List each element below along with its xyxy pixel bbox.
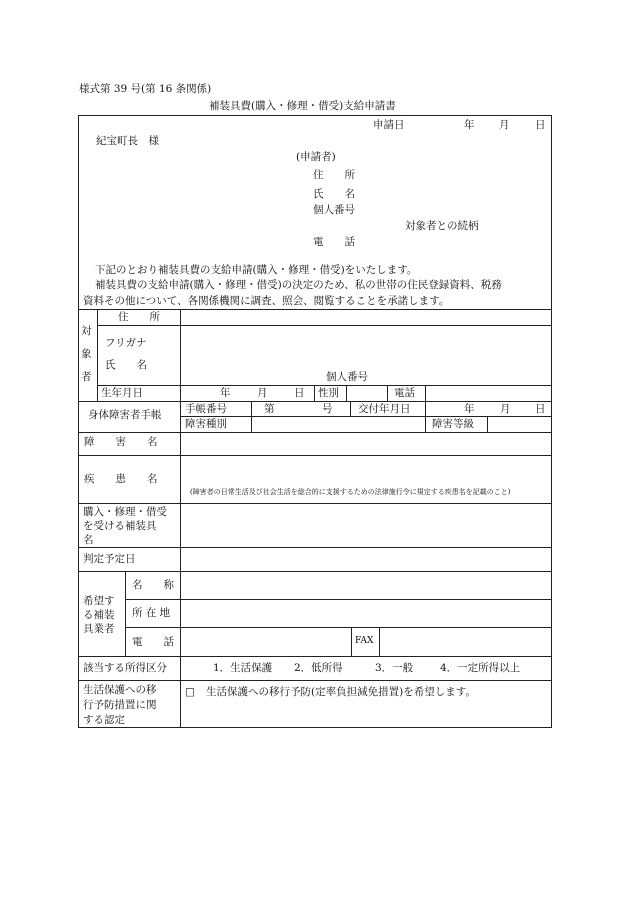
form-number: 様式第 39 号(第 16 条関係) [79, 83, 212, 95]
form-title: 補装具費(購入・修理・借受)支給申請書 [209, 100, 396, 112]
vendor-fax-label: FAX [355, 636, 374, 646]
subject-furigana-label: フリガナ [105, 337, 147, 349]
disease-note: (障害者の日常生活及び社会生活を総合的に支援するための法律施行令に規定する疾患名を記載のこと) [190, 488, 511, 496]
income-label: 該当する所得区分 [83, 662, 167, 674]
disease-name-label: 疾 患 名 [84, 473, 158, 485]
handbook-number-suffix: 号 [322, 403, 333, 415]
relationship-label: 対象者との続柄 [405, 220, 479, 232]
application-date-label: 申請日 [373, 119, 405, 131]
subject-name-label: 氏 名 [105, 359, 147, 371]
line-handbook-number [251, 401, 252, 432]
line-subject-top [78, 309, 552, 310]
subject-side-1: 対 [81, 325, 92, 337]
disability-grade-label: 障害等級 [432, 418, 474, 430]
line-fax-right [379, 627, 380, 656]
line-device [78, 547, 552, 548]
vendor-location-label: 所 在 地 [132, 607, 171, 619]
statement-line-3: 資料その他について、各関係機関に調査、照会、閲覧することを承諾します。 [83, 295, 450, 307]
birthdate-label: 生年月日 [101, 387, 143, 399]
line-judgement [78, 571, 552, 572]
line-sex-left [314, 385, 315, 401]
handbook-number-label: 手帳番号 [185, 403, 227, 415]
line-income [78, 680, 552, 681]
line-subject-name [97, 385, 552, 386]
income-option-4[interactable]: 4．一定所得以上 [440, 662, 521, 674]
line-issue-date [350, 401, 351, 416]
frame-left [78, 115, 79, 728]
vendor-label-1: 希望す [83, 595, 115, 607]
applicant-label: (申請者) [296, 151, 336, 163]
frame-top [78, 115, 552, 116]
subject-id-number-label: 個人番号 [326, 371, 368, 383]
line-vendor-location [125, 627, 552, 628]
transition-label-1: 生活保護への移 [83, 684, 157, 696]
handbook-label: 身体障害者手帳 [88, 409, 162, 421]
line-vendor-bottom [78, 656, 552, 657]
transition-text: 生活保護への移行予防(定率負担減免措置)を希望します。 [206, 686, 476, 698]
line-subject-address [97, 325, 552, 326]
statement-line-1: 下記のとおり補装具費の支給申請(購入・修理・借受)をいたします。 [95, 264, 418, 276]
vendor-label-2: る補装 [83, 609, 115, 621]
income-option-2[interactable]: 2．低所得 [294, 662, 343, 674]
line-subject-side [97, 309, 98, 401]
line-vendor-column [125, 571, 126, 656]
device-label-3: 名 [83, 534, 94, 546]
applicant-id-number-label: 個人番号 [313, 204, 355, 216]
line-sex-right [346, 385, 347, 401]
device-label-1: 購入・修理・借受 [83, 506, 167, 518]
application-day: 日 [535, 119, 546, 131]
line-handbook-bottom [78, 432, 552, 433]
vendor-label-3: 具業者 [83, 623, 115, 635]
judgement-date-label: 判定予定日 [83, 553, 136, 565]
transition-checkbox[interactable]: □ [185, 686, 195, 698]
birth-day: 日 [294, 387, 305, 399]
applicant-phone-label: 電 話 [313, 236, 355, 248]
issue-day: 日 [535, 403, 546, 415]
application-month: 月 [499, 119, 510, 131]
line-phone-right [425, 385, 426, 401]
disability-name-label: 障 害 名 [84, 436, 158, 448]
frame-right [551, 115, 552, 728]
application-year: 年 [464, 119, 475, 131]
issue-year: 年 [464, 403, 475, 415]
transition-label-3: する認定 [83, 714, 125, 726]
subject-side-3: 者 [81, 371, 92, 383]
handbook-number-prefix: 第 [264, 403, 275, 415]
income-option-1[interactable]: 1．生活保護 [213, 662, 273, 674]
device-label-2: を受ける補装具 [83, 520, 157, 532]
income-option-3[interactable]: 3．一般 [375, 662, 414, 674]
applicant-address-label: 住 所 [313, 169, 355, 181]
disability-type-label: 障害種別 [185, 418, 227, 430]
birth-month: 月 [257, 387, 268, 399]
line-disease [78, 503, 552, 504]
birth-year: 年 [220, 387, 231, 399]
line-grade-left [425, 416, 426, 432]
subject-side-2: 象 [81, 348, 92, 360]
sex-label: 性別 [318, 387, 339, 399]
line-issue-date-value [425, 401, 426, 416]
issue-date-label: 交付年月日 [358, 403, 411, 415]
subject-phone-label: 電話 [394, 387, 415, 399]
vendor-name-label: 名 称 [132, 579, 174, 591]
line-fax-left [351, 627, 352, 656]
addressee: 紀宝町長 様 [96, 135, 159, 147]
statement-line-2: 補装具費の支給申請(購入・修理・借受)の決定のため、私の世帯の住民登録資料、税務 [95, 279, 502, 291]
frame-bottom [78, 727, 552, 728]
line-phone-left [387, 385, 388, 401]
vendor-phone-label: 電 話 [132, 636, 174, 648]
issue-month: 月 [500, 403, 511, 415]
applicant-name-label: 氏 名 [313, 188, 355, 200]
line-disability [78, 455, 552, 456]
line-birth [78, 401, 552, 402]
subject-address-label: 住 所 [118, 311, 160, 323]
line-grade-right [487, 416, 488, 432]
line-handbook-mid [180, 416, 552, 417]
line-label-column [180, 309, 181, 727]
transition-label-2: 行予防措置に関 [83, 699, 157, 711]
line-vendor-name [125, 599, 552, 600]
